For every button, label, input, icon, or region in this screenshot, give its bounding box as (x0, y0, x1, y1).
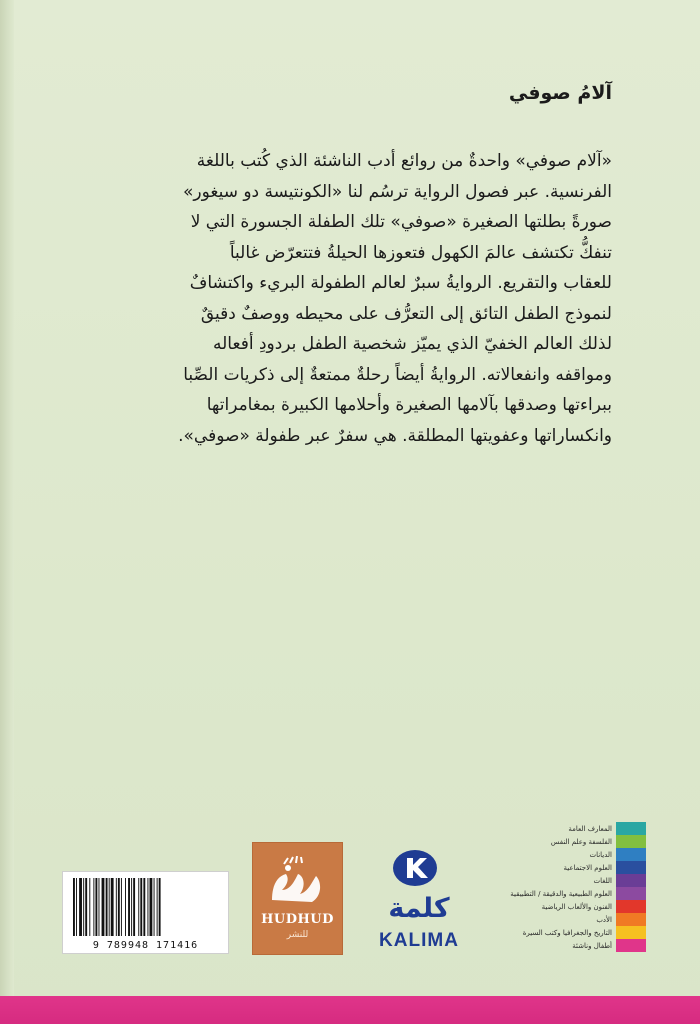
barcode-bar (157, 878, 158, 936)
barcode-bar (138, 878, 139, 936)
barcode-bar (128, 878, 130, 936)
legend-swatch (616, 835, 646, 848)
legend-row (540, 913, 646, 926)
legend-row (540, 939, 646, 952)
legend-row (540, 822, 646, 835)
kalima-english: KALIMA (379, 930, 459, 951)
legend-row (540, 861, 646, 874)
legend-label: الفلسفة وعلم النفس (550, 837, 612, 846)
blurb-line: صورةً بطلتها الصغيرة «صوفي» تلك الطفلة الجسورة التي لا (190, 212, 612, 232)
hudhud-sub: للنشر (286, 930, 309, 940)
legend-swatch (616, 848, 646, 861)
barcode-bar (79, 878, 82, 936)
category-legend (510, 822, 646, 952)
spine-edge (0, 0, 14, 1024)
barcode-bar (83, 878, 84, 936)
barcode-bar (76, 878, 77, 936)
barcode-bar (121, 878, 122, 936)
legend-row (540, 835, 646, 848)
barcode-bar (102, 878, 105, 936)
barcode-bar (143, 878, 145, 936)
barcode-bar (116, 878, 117, 936)
blurb-line: «آلام صوفي» واحدةٌ من روائع أدب الناشئة الذي كُتب باللغة (196, 151, 612, 171)
barcode-bar (133, 878, 135, 936)
barcode-bar (85, 878, 87, 936)
legend-label: الديانات (589, 850, 612, 859)
legend-label: المعارف العامة (568, 824, 612, 833)
barcode-bar (73, 878, 75, 936)
blurb-line: للعقاب والتقريع. الروايةُ سبرٌ لعالم الطفولة البريء واكتشافٌ (189, 273, 612, 293)
barcode-bar (147, 878, 148, 936)
barcode-bar (93, 878, 94, 936)
legend-row (540, 900, 646, 913)
blurb-line: ومواقفه وانفعالاته. الروايةُ أيضاً رحلةٌ ممتعةٌ إلى ذكريات الصِّبا (183, 364, 612, 385)
legend-row (540, 874, 646, 887)
legend-swatch (616, 939, 646, 952)
blurb-line: الفرنسية. عبر فصول الرواية ترسُم لنا «الكونتيسة دو سيغور» (182, 181, 612, 202)
legend-swatch (616, 887, 646, 900)
barcode-bar (89, 878, 90, 936)
legend-row (522, 926, 646, 939)
barcode-bar (125, 878, 126, 936)
blurb-line: لذلك العالم الخفيّ الذي يميّز شخصية الطفل بردودِ أفعاله (213, 334, 612, 354)
barcode (62, 871, 229, 954)
blurb-line: وانكساراتها وعفويتها المطلقة. هي سفرٌ عبر طفولة «صوفي». (178, 425, 612, 446)
bottom-color-band (0, 996, 700, 1024)
kalima-emblem-icon (390, 848, 440, 888)
legend-swatch (616, 913, 646, 926)
barcode-bar (150, 878, 153, 936)
legend-label: الفنون والألعاب الرياضية (541, 902, 612, 911)
barcode-bar (118, 878, 120, 936)
legend-label: الأدب (596, 915, 612, 924)
legend-swatch (616, 874, 646, 887)
barcode-bar (140, 878, 142, 936)
legend-swatch (616, 861, 646, 874)
isbn-number: 9 789948 171416 (92, 940, 199, 951)
legend-label: العلوم الاجتماعية (563, 863, 612, 872)
legend-swatch (616, 900, 646, 913)
barcode-bar (106, 878, 108, 936)
legend-row (540, 848, 646, 861)
barcode-bar (131, 878, 132, 936)
hudhud-logo (252, 842, 343, 955)
legend-label: اللغات (593, 876, 612, 885)
legend-label: العلوم الطبيعية والدقيقة / التطبيقية (510, 889, 612, 898)
kalima-logo (370, 848, 468, 956)
legend-swatch (616, 926, 646, 939)
barcode-bar (111, 878, 114, 936)
legend-row (510, 887, 646, 900)
hudhud-bird-icon (264, 856, 331, 908)
kalima-arabic: كلمة (388, 893, 450, 924)
barcode-bar (154, 878, 155, 936)
legend-label: التاريخ والجغرافيا وكتب السيرة (522, 928, 612, 937)
book-blurb (92, 146, 612, 451)
barcode-bar (109, 878, 110, 936)
legend-swatch (616, 822, 646, 835)
hudhud-name: HUDHUD (261, 912, 334, 927)
barcode-bar (95, 878, 97, 936)
legend-label: أطفال وناشئة (572, 941, 612, 950)
barcode-bars (73, 878, 218, 936)
blurb-line: تنفكُّ تكتشف عالمَ الكهول فتعوزها الحيلةُ فتتعرّض غالباً (229, 242, 612, 263)
blurb-line: ببراءتها وصدقها بآلامها الصغيرة وأحلامها الكبيرة بمغامراتها (206, 395, 612, 415)
book-title: آلامُ صوفي (508, 82, 612, 104)
blurb-line: لنموذج الطفل التائق إلى التعرُّف على محيطه ووصفٌ دقيقٌ (200, 303, 612, 324)
barcode-bar (159, 878, 161, 936)
barcode-bar (99, 878, 100, 936)
